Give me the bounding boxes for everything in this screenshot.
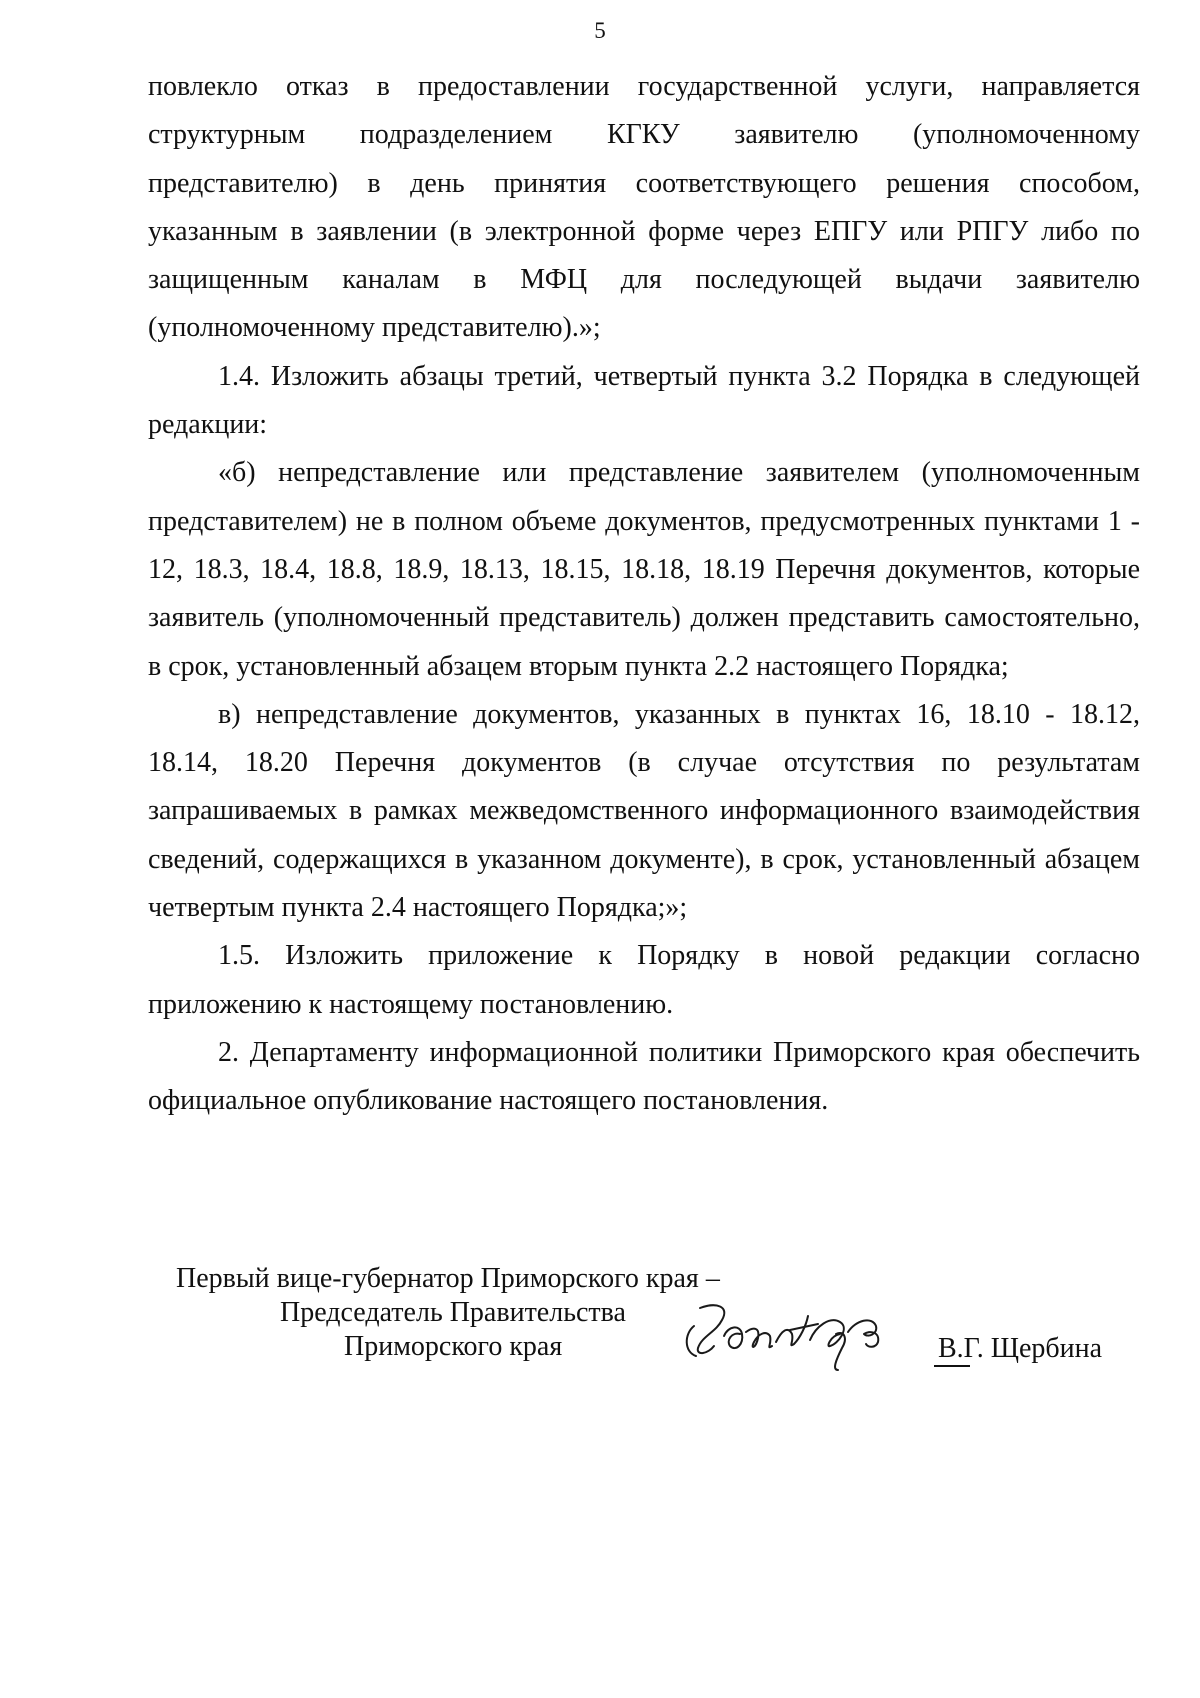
handwritten-signature bbox=[680, 1286, 930, 1376]
paragraph-continuation: повлекло отказ в предоставлении государственной услуги, направляется структурным подразделением КГКУ заявителю (уполномоченному представителю) в день принятия соответствующего решения способом, указанным в заявлении (в электронной форме через ЕПГУ или РПГУ либо по защищенным каналам в МФЦ для последующей выдачи заявителю (уполномоченному представителю).»; bbox=[148, 71, 1140, 344]
paragraph-item-1-5: 1.5. Изложить приложение к Порядку в новой редакции согласно приложению к настоящему постановлению. bbox=[148, 940, 1140, 1020]
signatory-title-line-1: Первый вице-губернатор Приморского края – bbox=[176, 1263, 720, 1294]
document-body bbox=[148, 63, 1140, 1126]
page-number: 5 bbox=[594, 18, 606, 43]
signatory-title-line-2: Председатель Правительства bbox=[280, 1297, 626, 1328]
signatory-name bbox=[938, 1333, 1102, 1365]
signature-underline bbox=[934, 1365, 970, 1367]
paragraph-item-1-4: 1.4. Изложить абзацы третий, четвертый пункта 3.2 Порядка в следующей редакции: bbox=[148, 360, 1140, 441]
paragraph-subitem-b: «б) непредставление или представление заявителем (уполномоченным представителем) не в полном объеме документов, предусмотренных пунктами 1 - 12, 18.3, 18.4, 18.8, 18.9, 18.13, 18.15, 18.18, 18.19 Перечня документов, которые заявитель (уполномоченный представитель) должен представить самостоятельно, в срок, установленный абзацем вторым пункта 2.2 настоящего Порядка; bbox=[148, 457, 1140, 682]
signatory-name-text: В.Г. Щербина bbox=[938, 1333, 1103, 1364]
signatory-title-line-3: Приморского края bbox=[344, 1331, 563, 1362]
paragraph-subitem-v: в) непредставление документов, указанных в пунктах 16, 18.10 - 18.12, 18.14, 18.20 Перечня документов (в случае отсутствия по результатам запрашиваемых в рамках межведомственного информационного взаимодействия сведений, содержащихся в указанном документе), в срок, установленный абзацем четвертым пункта 2.4 настоящего Порядка;»; bbox=[148, 698, 1140, 924]
paragraph-item-2: 2. Департаменту информационной политики Приморского края обеспечить официальное опубликование настоящего постановления. bbox=[148, 1036, 1140, 1117]
